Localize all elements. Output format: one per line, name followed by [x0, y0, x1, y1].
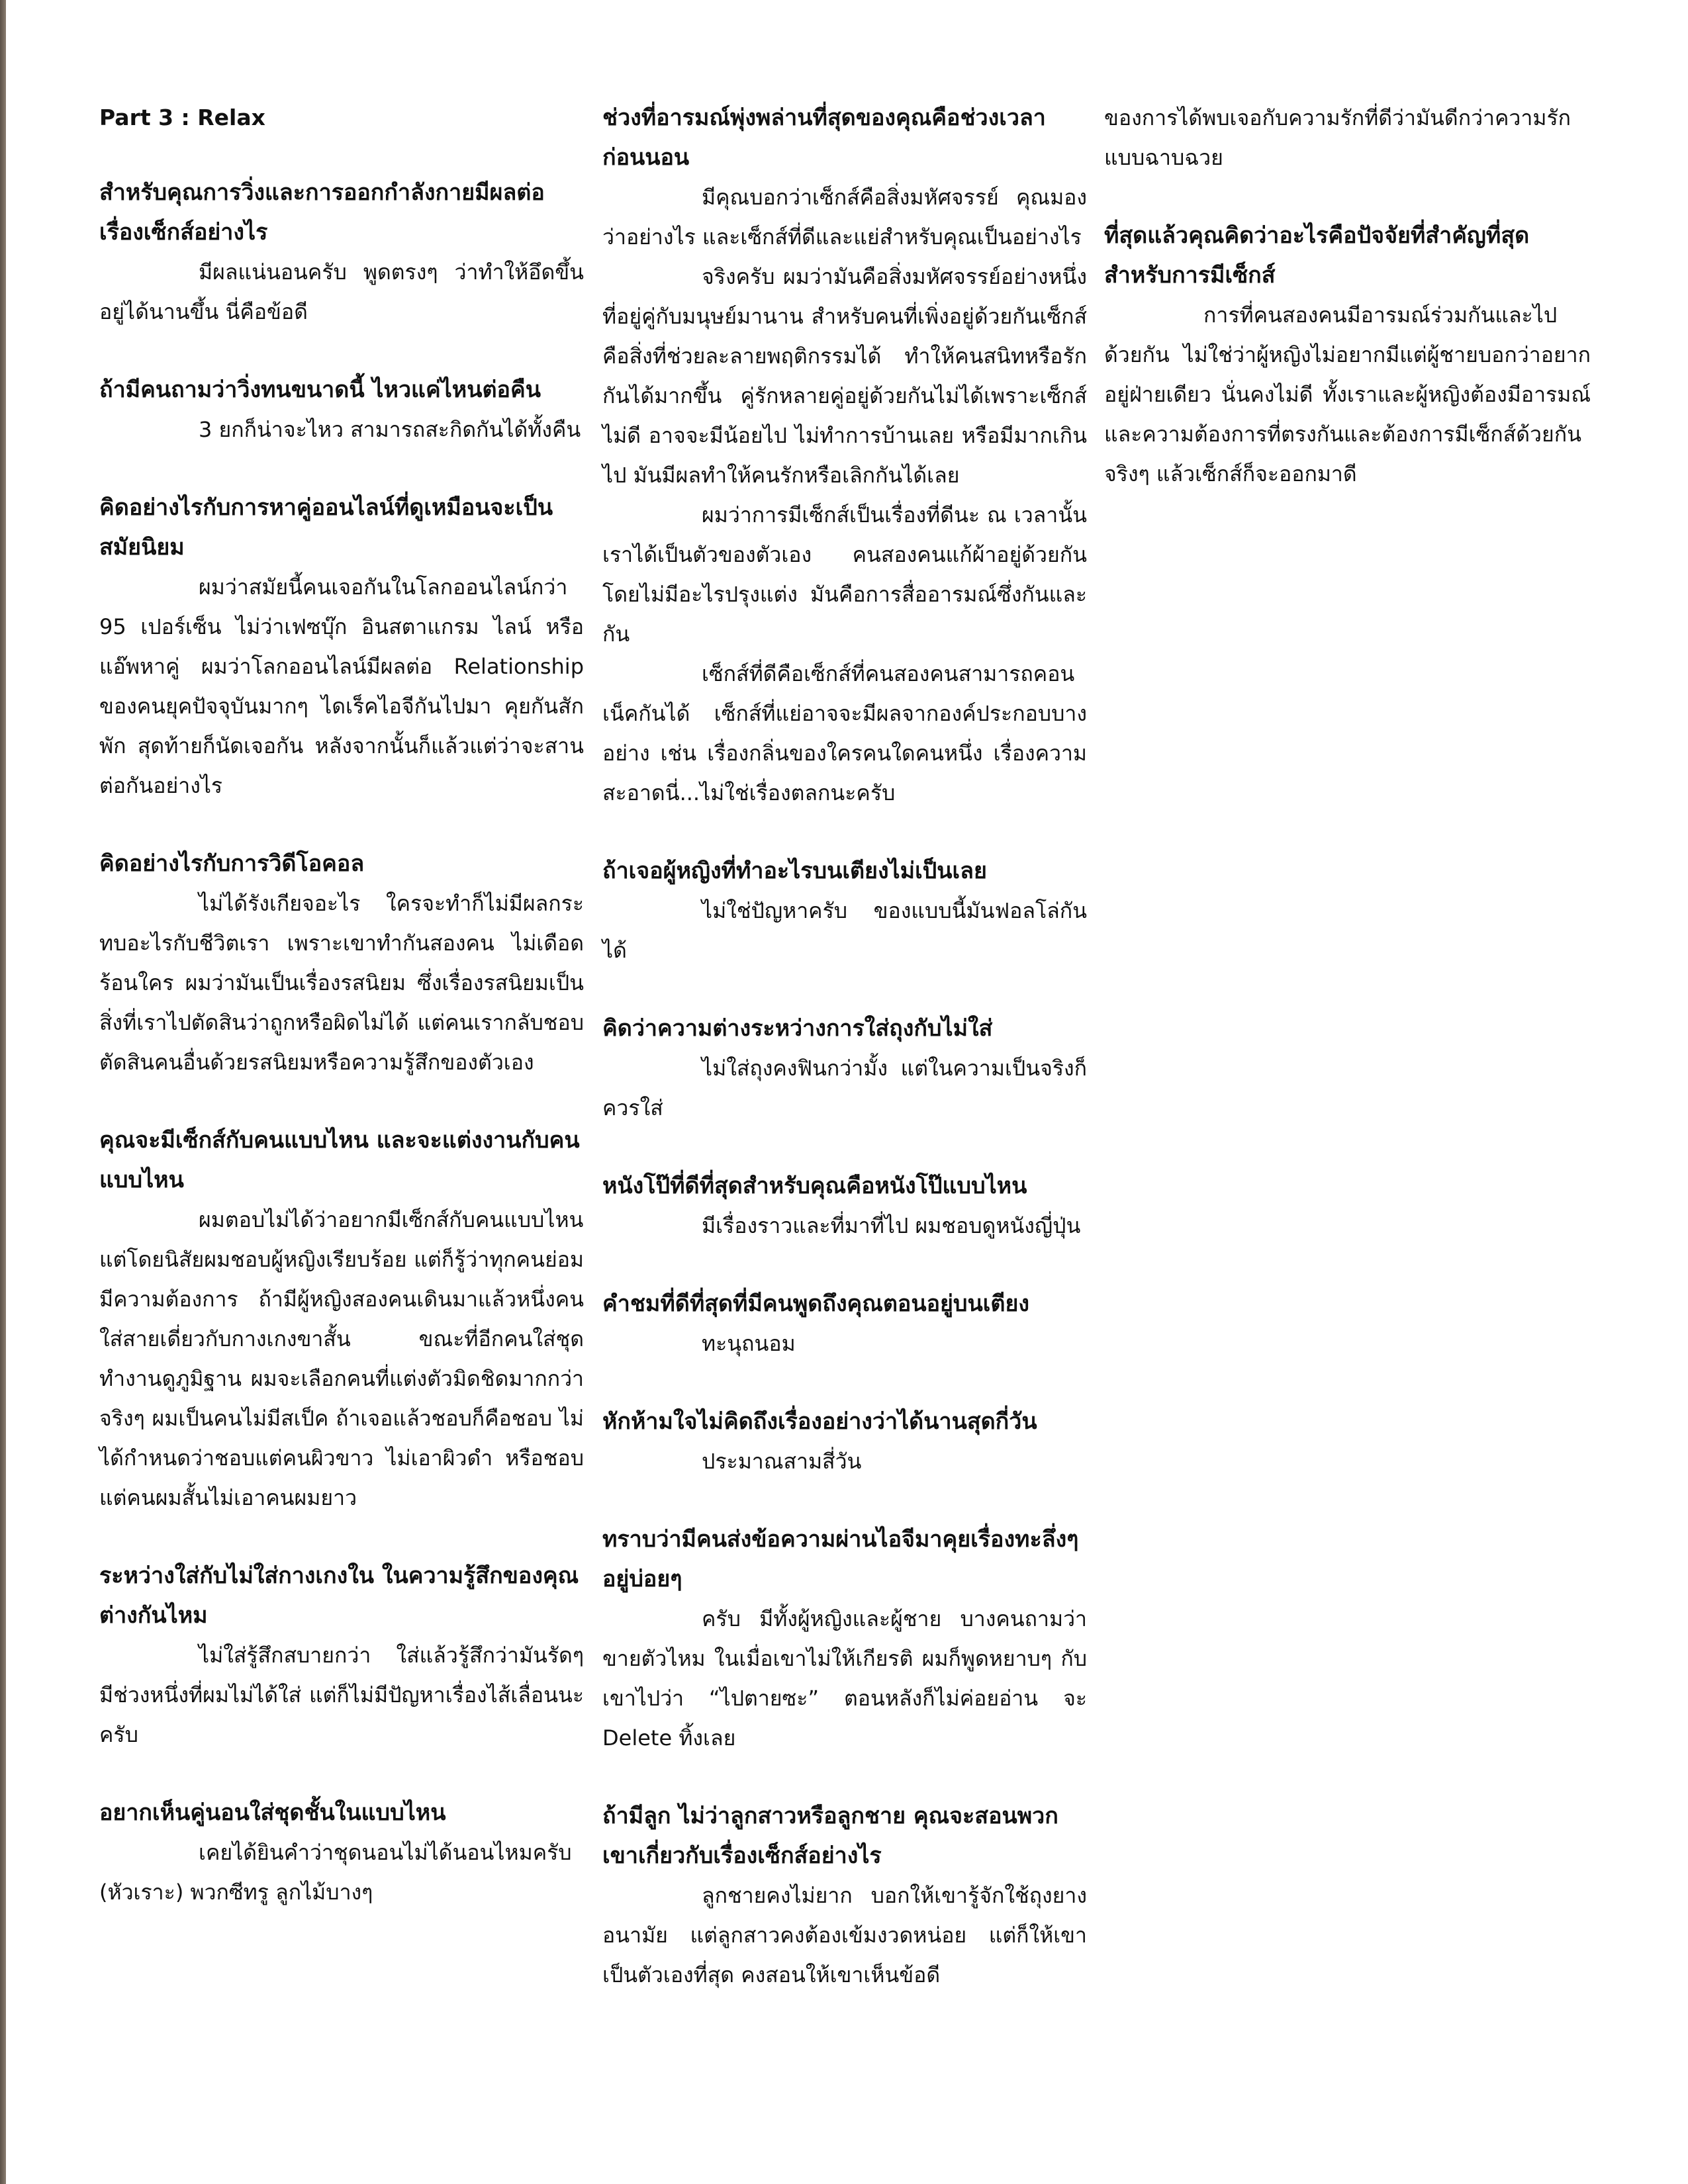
- question-heading: หนังโป๊ที่ดีที่สุดสำหรับคุณคือหนังโป๊แบบไหน: [602, 1173, 1027, 1199]
- qa-block: [602, 1284, 1087, 1363]
- question-heading: ที่สุดแล้วคุณคิดว่าอะไรคือปัจจัยที่สำคัญที่สุดสำหรับการมีเซ็กส์: [1104, 222, 1530, 289]
- qa-block: [99, 1556, 584, 1754]
- question-heading: ถ้าเจอผู้หญิงที่ทำอะไรบนเตียงไม่เป็นเลย: [602, 858, 987, 884]
- qa-block: [602, 1009, 1087, 1128]
- answer-paragraph: มีผลแน่นอนครับ พูดตรงๆ ว่าทำให้อึดขึ้น อยู่ได้นานขึ้น นี่คือข้อดี: [99, 259, 584, 324]
- question-heading: คิดอย่างไรกับการหาคู่ออนไลน์ที่ดูเหมือนจะเป็นสมัยนิยม: [99, 494, 553, 561]
- answer-paragraph: ผมตอบไม่ได้ว่าอยากมีเซ็กส์กับคนแบบไหน แต่โดยนิสัยผมชอบผู้หญิงเรียบร้อย แต่ก็รู้ว่าทุกคนย่อมมีความต้องการ ถ้ามีผู้หญิงสองคนเดินมาแล้วหนึ่งคนใส่สายเดี่ยวกับกางเกงขาสั้น ขณะที่อีกคนใส่ชุดทำงานดูภูมิฐาน ผมจะเลือกคนที่แต่งตัวมิดชิดมากกว่า จริงๆ ผมเป็นคนไม่มีสเป็ค ถ้าเจอแล้วชอบก็คือชอบ ไม่ได้กำหนดว่าชอบแต่คนผิวขาว ไม่เอาผิวดำ หรือชอบแต่คนผมสั้นไม่เอาคนผมยาว: [99, 1207, 584, 1510]
- question-heading: ช่วงที่อารมณ์พุ่งพล่านที่สุดของคุณคือช่วงเวลาก่อนนอน: [602, 105, 1046, 171]
- question-heading: สำหรับคุณการวิ่งและการออกกำลังกายมีผลต่อเรื่องเซ็กส์อย่างไร: [99, 179, 545, 246]
- answer-paragraph: จริงครับ ผมว่ามันคือสิ่งมหัศจรรย์อย่างหนึ่งที่อยู่คู่กับมนุษย์มานาน สำหรับคนที่เพิ่งอยู่ด้วยกันเซ็กส์คือสิ่งที่ช่วยละลายพฤติกรรมได้ ทำให้คนสนิทหรือรักกันได้มากขึ้น คู่รักหลายคู่อยู่ด้วยกันไม่ได้เพราะเซ็กส์ไม่ดี อาจจะมีน้อยไป ไม่ทำการบ้านเลย หรือมีมากเกินไป มันมีผลทำให้คนรักหรือเลิกกันได้เลย: [602, 264, 1087, 488]
- answer-paragraph: ครับ มีทั้งผู้หญิงและผู้ชาย บางคนถามว่าขายตัวไหม ในเมื่อเขาไม่ให้เกียรติ ผมก็พูดหยาบๆ กับเขาไปว่า “ไปตายซะ” ตอนหลังก็ไม่ค่อยอ่าน จะ Delete ทิ้งเลย: [602, 1606, 1087, 1751]
- qa-block: [99, 488, 584, 805]
- question-heading: คิดอย่างไรกับการวิดีโอคอล: [99, 850, 365, 877]
- question-heading: ถ้ามีคนถามว่าวิ่งทนขนาดนี้ ไหวแค่ไหนต่อคืน: [99, 377, 541, 403]
- page-left-edge: [0, 0, 6, 2184]
- answer-paragraph: ไม่ได้รังเกียจอะไร ใครจะทำก็ไม่มีผลกระทบอะไรกับชีวิตเรา เพราะเขาทำกันสองคน ไม่เดือดร้อนใคร ผมว่ามันเป็นเรื่องรสนิยม ซึ่งเรื่องรสนิยมเป็นสิ่งที่เราไปตัดสินว่าถูกหรือผิดไม่ได้ แต่คนเรากลับชอบตัดสินคนอื่นด้วยรสนิยมหรือความรู้สึกของตัวเอง: [99, 891, 584, 1075]
- answer-paragraph: มีคุณบอกว่าเซ็กส์คือสิ่งมหัศจรรย์ คุณมองว่าอย่างไร และเซ็กส์ที่ดีและแย่สำหรับคุณเป็นอย่างไร: [602, 185, 1087, 250]
- qa-block: [602, 1520, 1087, 1758]
- qa-block: [602, 851, 1087, 970]
- answer-paragraph: 3 ยกก็น่าจะไหว สามารถสะกิดกันได้ทั้งคืน: [199, 417, 581, 442]
- column-1: [99, 98, 584, 1950]
- qa-block: [602, 98, 1087, 813]
- question-heading: คำชมที่ดีที่สุดที่มีคนพูดถึงคุณตอนอยู่บนเตียง: [602, 1291, 1029, 1317]
- column-3: [1104, 98, 1591, 532]
- qa-block: [1104, 98, 1591, 177]
- answer-paragraph: ผมว่าสมัยนี้คนเจอกันในโลกออนไลน์กว่า 95 เปอร์เซ็น ไม่ว่าเฟซบุ๊ก อินสตาแกรม ไลน์ หรือแอ๊พหาคู่ ผมว่าโลกออนไลน์มีผลต่อ Relationship ของคนยุคปัจจุบันมากๆ ไดเร็คไอจีกันไปมา คุยกันสักพัก สุดท้ายก็นัดเจอกัน หลังจากนั้นก็แล้วแต่ว่าจะสานต่อกันอย่างไร: [99, 574, 584, 798]
- qa-block: [602, 1166, 1087, 1246]
- qa-block: [99, 1120, 584, 1518]
- answer-paragraph: มีเรื่องราวและที่มาที่ไป ผมชอบดูหนังญี่ปุ่น: [702, 1213, 1081, 1238]
- qa-block: [1104, 216, 1591, 494]
- answer-paragraph: เคยได้ยินคำว่าชุดนอนไม่ได้นอนไหมครับ (หัวเราะ) พวกซีทรู ลูกไม้บางๆ: [99, 1840, 572, 1905]
- question-heading: คุณจะมีเซ็กส์กับคนแบบไหน และจะแต่งงานกับคนแบบไหน: [99, 1127, 580, 1193]
- answer-paragraph: ไม่ใส่รู้สึกสบายกว่า ใส่แล้วรู้สึกว่ามันรัดๆ มีช่วงหนึ่งที่ผมไม่ได้ใส่ แต่ก็ไม่มีปัญหาเรื่องไส้เลื่อนนะครับ: [99, 1643, 584, 1747]
- answer-paragraph: ประมาณสามสี่วัน: [702, 1449, 862, 1474]
- answer-paragraph: ทะนุถนอม: [702, 1331, 796, 1356]
- qa-block: [99, 844, 584, 1082]
- answer-paragraph: ผมว่าการมีเซ็กส์เป็นเรื่องที่ดีนะ ณ เวลานั้นเราได้เป็นตัวของตัวเอง คนสองคนแก้ผ้าอยู่ด้วยกันโดยไม่มีอะไรปรุงแต่ง มันคือการสื่ออารมณ์ซึ่งกันและกัน: [602, 502, 1087, 647]
- answer-paragraph: ไม่ใช่ปัญหาครับ ของแบบนี้มันฟอลโล่กันได้: [602, 898, 1087, 963]
- answer-continuation: ของการได้พบเจอกับความรักที่ดีว่ามันดีกว่าความรักแบบฉาบฉวย: [1104, 105, 1571, 170]
- qa-block: [602, 1796, 1087, 1995]
- answer-paragraph: ไม่ใส่ถุงคงฟินกว่ามั้ง แต่ในความเป็นจริงก็ควรใส่: [602, 1056, 1087, 1120]
- part-label: Part 3 : Relax: [99, 105, 265, 130]
- answer-paragraph: ลูกชายคงไม่ยาก บอกให้เขารู้จักใช้ถุงยางอนามัย แต่ลูกสาวคงต้องเข้มงวดหน่อย แต่ก็ให้เขาเป็นตัวเองที่สุด คงสอนให้เขาเห็นข้อดี: [602, 1883, 1087, 1987]
- qa-block: [602, 1402, 1087, 1481]
- question-heading: ระหว่างใส่กับไม่ใส่กางเกงใน ในความรู้สึกของคุณต่างกันไหม: [99, 1563, 579, 1629]
- question-heading: ทราบว่ามีคนส่งข้อความผ่านไอจีมาคุยเรื่องทะลึ่งๆ อยู่บ่อยๆ: [602, 1526, 1079, 1592]
- question-heading: คิดว่าความต่างระหว่างการใส่ถุงกับไม่ใส่: [602, 1015, 993, 1042]
- qa-block: [99, 1793, 584, 1912]
- question-heading: หักห้ามใจไม่คิดถึงเรื่องอย่างว่าได้นานสุดกี่วัน: [602, 1408, 1037, 1435]
- qa-block: [99, 370, 584, 449]
- qa-block: [99, 173, 584, 332]
- column-2: [602, 98, 1087, 2033]
- answer-paragraph: เซ็กส์ที่ดีคือเซ็กส์ที่คนสองคนสามารถคอนเน็คกันได้ เซ็กส์ที่แย่อาจจะมีผลจากองค์ประกอบบางอย่าง เช่น เรื่องกลิ่นของใครคนใดคนหนึ่ง เรื่องความสะอาดนี่...ไม่ใช่เรื่องตลกนะครับ: [602, 661, 1087, 805]
- answer-paragraph: การที่คนสองคนมีอารมณ์ร่วมกันและไปด้วยกัน ไม่ใช่ว่าผู้หญิงไม่อยากมีแต่ผู้ชายบอกว่าอยากอยู่ฝ่ายเดียว นั่นคงไม่ดี ทั้งเราและผู้หญิงต้องมีอารมณ์และความต้องการที่ตรงกันและต้องการมีเซ็กส์ด้วยกันจริงๆ แล้วเซ็กส์ก็จะออกมาดี: [1104, 302, 1591, 486]
- question-heading: ถ้ามีลูก ไม่ว่าลูกสาวหรือลูกชาย คุณจะสอนพวกเขาเกี่ยวกับเรื่องเซ็กส์อย่างไร: [602, 1803, 1058, 1869]
- question-heading: อยากเห็นคู่นอนใส่ชุดชั้นในแบบไหน: [99, 1799, 446, 1826]
